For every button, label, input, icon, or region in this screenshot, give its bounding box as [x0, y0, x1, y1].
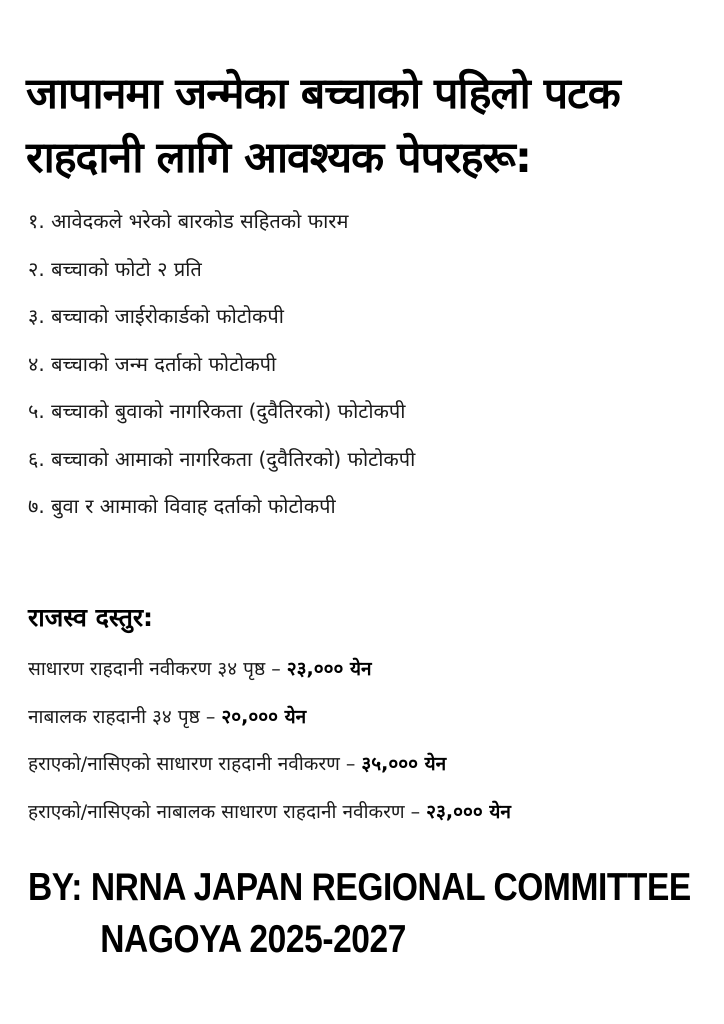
fee-item: [28, 789, 718, 837]
fee-label: साधारण राहदानी नवीकरण ३४ पृष्ठ –: [28, 658, 287, 680]
requirements-list: [28, 198, 708, 531]
footer-line-1: BY: NRNA JAPAN REGIONAL COMMITTEE: [28, 866, 691, 909]
title-line-2: राहदानी लागि आवश्यक पेपरहरू:: [26, 133, 532, 183]
footer-line-2: NAGOYA 2025-2027: [100, 918, 406, 961]
requirement-item: ४. बच्चाको जन्म दर्ताको फोटोकपी: [28, 351, 277, 376]
fee-label: नाबालक राहदानी ३४ पृष्ठ –: [28, 705, 222, 728]
fee-amount: ३५,००० येन: [361, 753, 447, 775]
fee-amount: २०,००० येन: [221, 705, 307, 728]
title-line-1: जापानमा जन्मेका बच्चाको पहिलो पटक: [26, 69, 620, 119]
fee-item: [28, 694, 718, 742]
fee-item: [28, 646, 718, 694]
requirement-item: २. बच्चाको फोटो २ प्रति: [28, 256, 202, 281]
fee-amount: २३,००० येन: [286, 658, 372, 680]
requirement-item: ७. बुवा र आमाको विवाह दर्ताको फोटोकपी: [28, 494, 336, 518]
fees-heading: राजस्व दस्तुर:: [28, 603, 154, 632]
requirement-item: ६. बच्चाको आमाको नागरिकता (दुवैतिरको) फोटोकपी: [28, 446, 416, 471]
requirement-item: १. आवेदकले भरेको बारकोड सहितको फारम: [28, 209, 349, 233]
fees-list: [28, 646, 718, 836]
fee-label: हराएको/नासिएको साधारण राहदानी नवीकरण –: [28, 753, 362, 775]
requirement-item: ५. बच्चाको बुवाको नागरिकता (दुवैतिरको) फोटोकपी: [28, 399, 406, 423]
fee-item: [28, 741, 718, 789]
footer-credit: [28, 862, 691, 966]
requirement-item: ३. बच्चाको जाईरोकार्डको फोटोकपी: [28, 304, 284, 328]
page-title: [26, 62, 716, 190]
fee-label: हराएको/नासिएको नाबालक साधारण राहदानी नवीकरण –: [28, 800, 427, 823]
fee-amount: २३,००० येन: [426, 800, 511, 823]
